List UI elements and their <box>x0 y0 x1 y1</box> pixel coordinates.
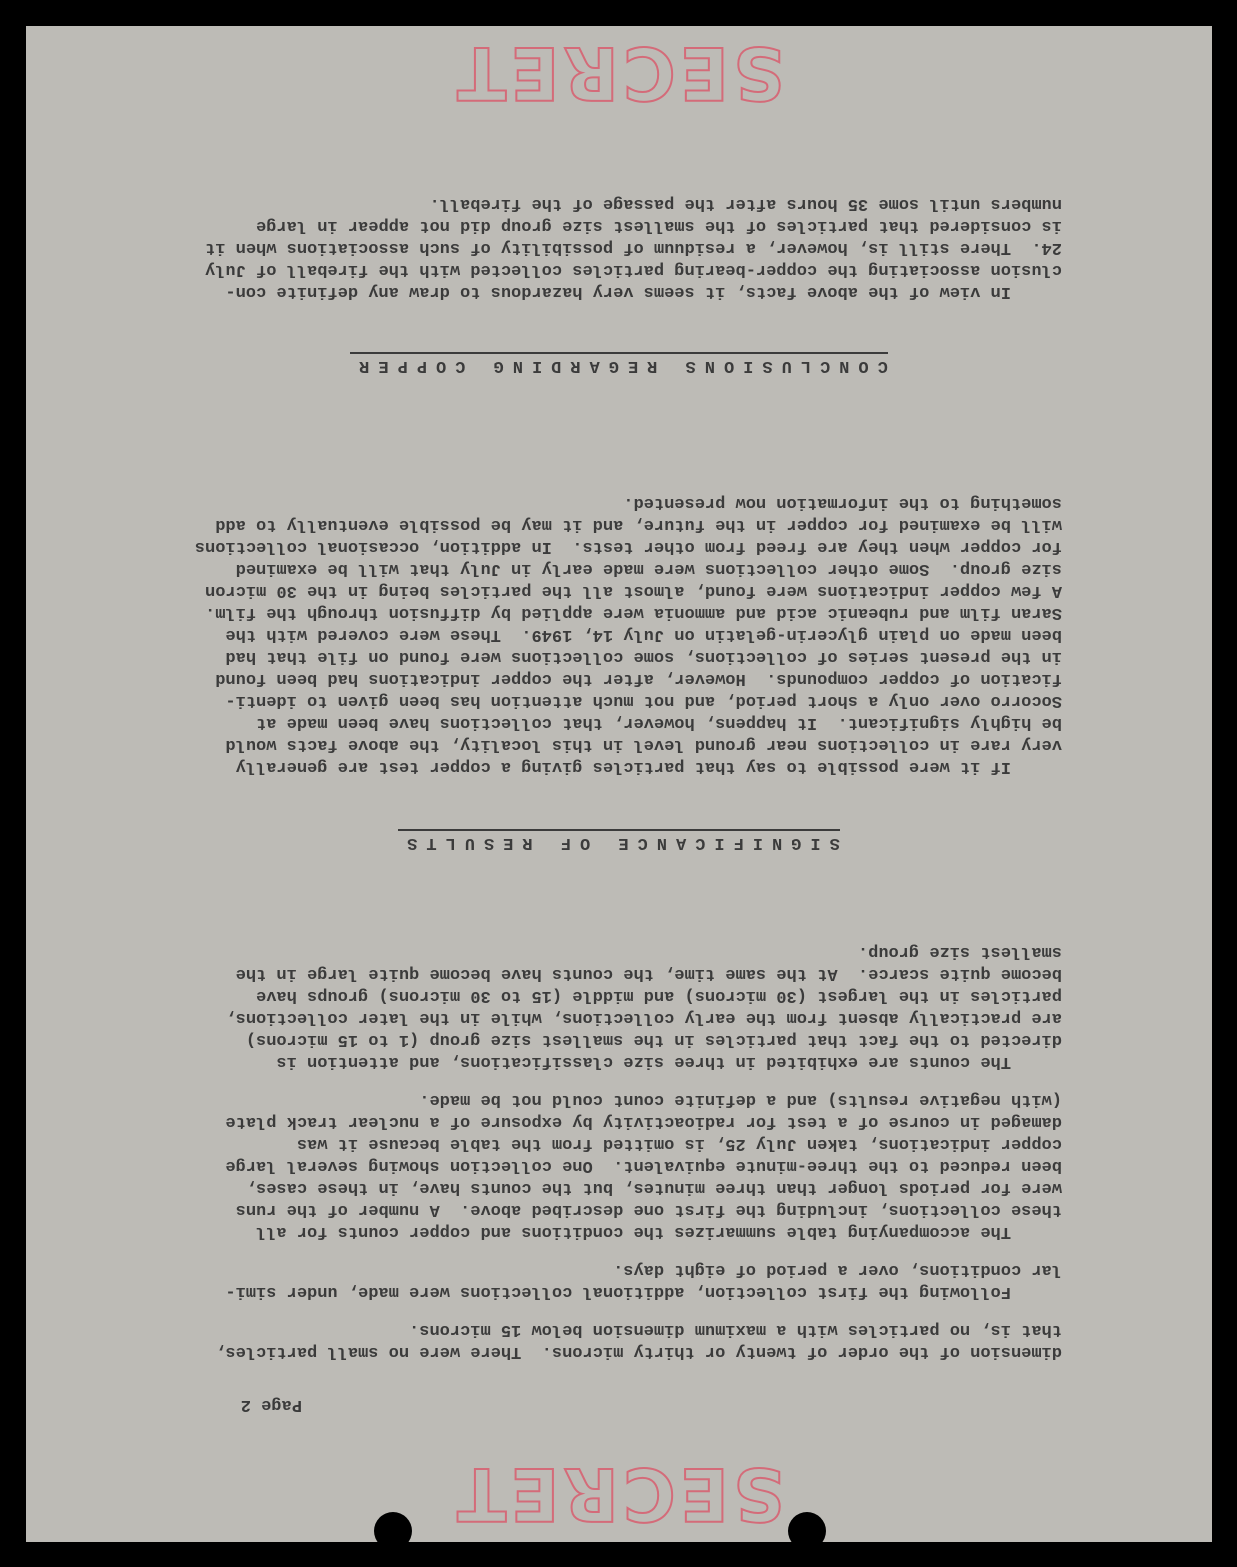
paragraph-6: In view of the above facts, it seems very hazardous to draw any definite con- clusion associating the copper-bearing particles collected with the fireball of July 24. There still is, however, a residuum of possibility of such associations when it is considered that particles of the smallest size group did not appear in large numbers until some 35 hours after the passage of the fireball. <box>205 194 1062 301</box>
punch-hole-right <box>788 1512 826 1550</box>
paragraph-4: The counts are exhibited in three size classifications, and attention is directed to the fact that particles in the smallest size group (1 to 15 microns) are practically absent from the early collections, while in the later collections, particles in the largest (30 microns) and middle (15 to 30 microns) groups have become quite scarce. At the same time, the counts have become quite large in the smallest size group. <box>225 942 1062 1071</box>
heading-significance-of-results-text: SIGNIFICANCE OF RESULTS <box>398 829 840 852</box>
secret-stamp-bottom: SECRET <box>453 31 785 115</box>
secret-stamp-top: SECRET <box>453 1452 785 1536</box>
paragraph-5: If it were possible to say that particles giving a copper test are generally very rare in collections near ground level in this locality, the above facts would be highly significant. It happens, however, that collections have been made at Socorro over only a short period, and not much attention has been given to identi- fication of copper compounds. However, after the copper indications had been found in the present series of collections, some collections were found on file that had been made on plain glycerin-gelatin on July 14, 1949. These were covered with the Saran film and rubeanic acid and ammonia were applied by diffusion through the film. A few copper indications were found, almost all the particles being in the 30 micron size group. Some other collections were made early in July that will be examined for copper when they are freed from other tests. In addition, occasional collections will be examined for copper in the future, and it may be possible eventually to add something to the information now presented. <box>194 493 1062 776</box>
paragraph-2: Following the first collection, additional collections were made, under simi- lar conditions, over a period of eight days. <box>225 1260 1062 1301</box>
page-number: Page 2 <box>240 1395 302 1414</box>
paragraph-3: The accompanying table summarizes the conditions and copper counts for all these collections, including the first one described above. A number of the runs were for periods longer than three minutes, but the counts have, in these cases, been reduced to the three-minute equivalent. One collection showing several large copper indications, taken July 25, is omitted from the table because it was damaged in course of a test for radioactivity by exposure of a nuclear track plate (with negative results) and a definite count could not be made. <box>225 1090 1062 1241</box>
page-content-rotated <box>26 26 1212 1542</box>
heading-conclusions-regarding-copper <box>26 356 1212 375</box>
punch-hole-left <box>374 1512 412 1550</box>
heading-conclusions-regarding-copper-text: CONCLUSIONS REGARDING COPPER <box>350 352 888 375</box>
heading-significance-of-results <box>26 833 1212 852</box>
document-sheet <box>26 26 1212 1542</box>
paragraph-1: dimension of the order of twenty or thirty microns. There were no small particles, that is, no particles with a maximum dimension below 15 microns. <box>215 1320 1062 1361</box>
